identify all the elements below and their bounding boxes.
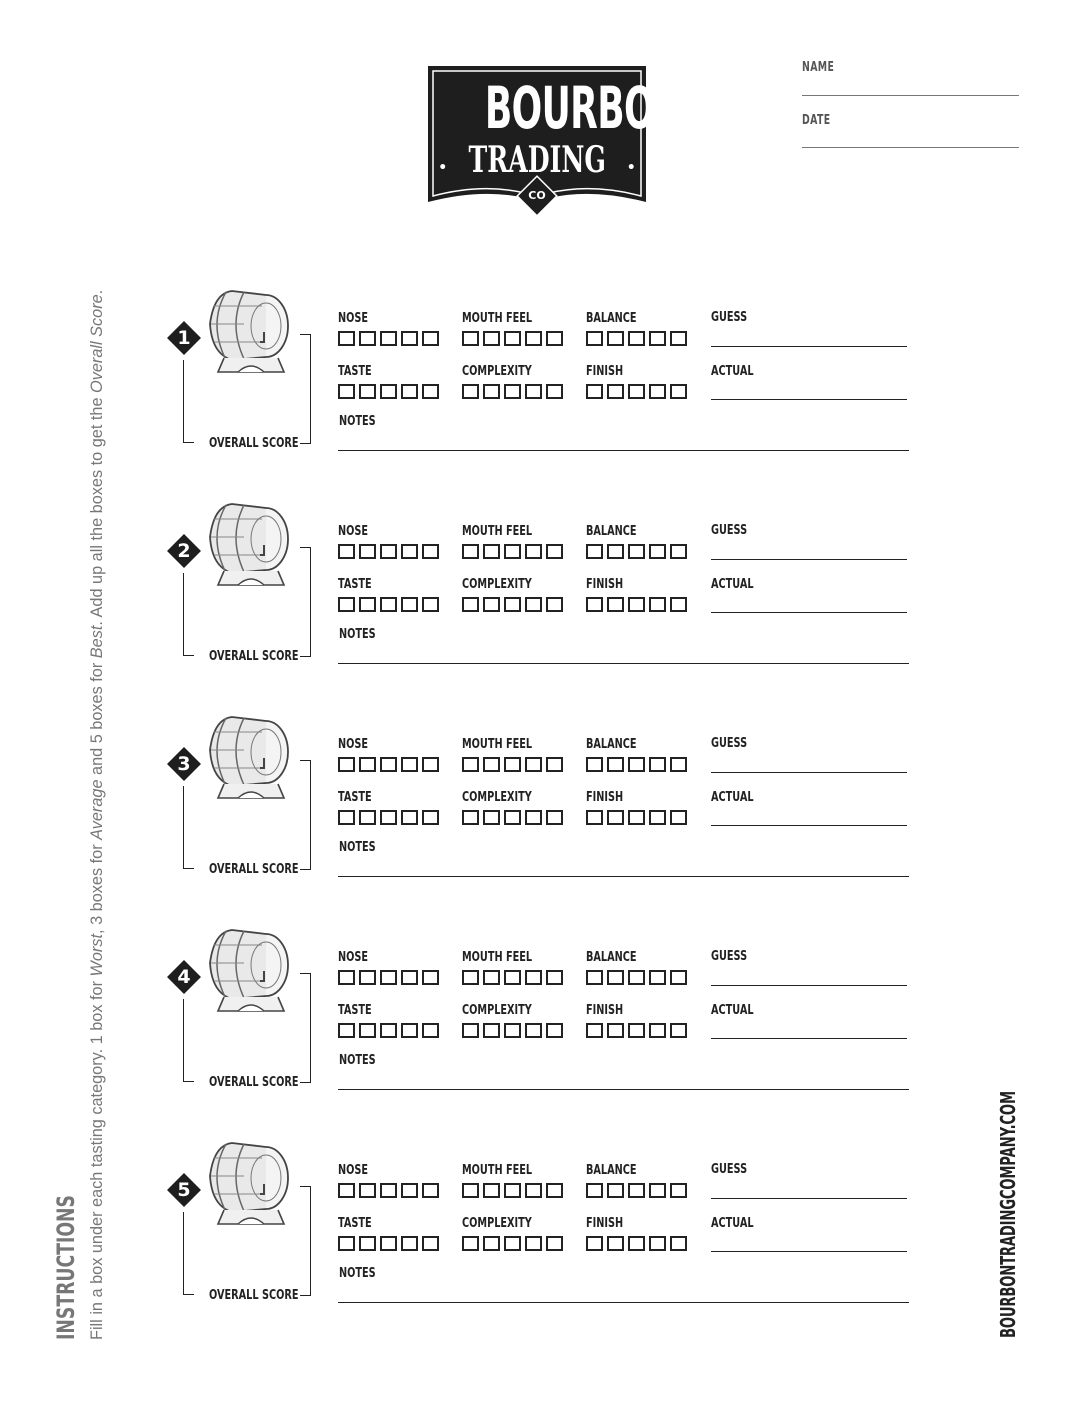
- score-box[interactable]: [504, 384, 521, 399]
- score-box[interactable]: [546, 970, 563, 985]
- score-box[interactable]: [546, 1183, 563, 1198]
- score-box[interactable]: [546, 810, 563, 825]
- taste-score-boxes: [338, 1236, 439, 1251]
- score-box[interactable]: [504, 1183, 521, 1198]
- score-box[interactable]: [359, 757, 376, 772]
- score-box[interactable]: [607, 384, 624, 399]
- overall-score-label: OVERALL SCORE: [209, 1074, 299, 1090]
- score-box[interactable]: [422, 970, 439, 985]
- taste-score-boxes: [338, 1023, 439, 1038]
- tasting-entry-1: [0, 288, 1080, 468]
- barrel-icon: [204, 501, 294, 589]
- score-box[interactable]: [607, 331, 624, 346]
- finish-score-boxes: [586, 1023, 687, 1038]
- score-box[interactable]: [586, 1023, 603, 1038]
- nose-score-boxes: [338, 970, 439, 985]
- tasting-entry-2: [0, 501, 1080, 681]
- score-box[interactable]: [483, 544, 500, 559]
- score-box[interactable]: [525, 757, 542, 772]
- barrel-illustration: [204, 501, 294, 589]
- score-box[interactable]: [546, 1236, 563, 1251]
- score-box[interactable]: [504, 597, 521, 612]
- score-box[interactable]: [586, 1236, 603, 1251]
- label-actual: ACTUAL: [711, 1002, 754, 1018]
- name-field[interactable]: [802, 95, 1019, 96]
- instructions-title: INSTRUCTIONS: [52, 1195, 80, 1340]
- score-box[interactable]: [525, 597, 542, 612]
- label-finish: FINISH: [586, 1002, 624, 1018]
- nose-score-boxes: [338, 1183, 439, 1198]
- score-box[interactable]: [422, 597, 439, 612]
- label-mouth-feel: MOUTH FEEL: [462, 736, 533, 752]
- score-box[interactable]: [649, 1236, 666, 1251]
- actual-field[interactable]: [711, 1251, 907, 1252]
- barrel-illustration: [204, 1140, 294, 1228]
- label-complexity: COMPLEXITY: [462, 1002, 532, 1018]
- score-box[interactable]: [546, 331, 563, 346]
- score-box[interactable]: [607, 1183, 624, 1198]
- label-nose: NOSE: [338, 1162, 369, 1178]
- actual-field[interactable]: [711, 825, 907, 826]
- taste-score-boxes: [338, 810, 439, 825]
- balance-score-boxes: [586, 970, 687, 985]
- score-box[interactable]: [380, 970, 397, 985]
- guess-field[interactable]: [711, 985, 907, 986]
- website-url: BOURBONTRADINGCOMPANY.COM: [996, 1091, 1020, 1338]
- score-box[interactable]: [649, 757, 666, 772]
- label-actual: ACTUAL: [711, 576, 754, 592]
- score-box[interactable]: [546, 1023, 563, 1038]
- score-box[interactable]: [586, 810, 603, 825]
- finish-score-boxes: [586, 810, 687, 825]
- score-box[interactable]: [483, 331, 500, 346]
- score-box[interactable]: [649, 1183, 666, 1198]
- score-box[interactable]: [525, 1236, 542, 1251]
- score-box[interactable]: [628, 331, 645, 346]
- score-box[interactable]: [483, 1023, 500, 1038]
- actual-field[interactable]: [711, 1038, 907, 1039]
- nose-score-boxes: [338, 544, 439, 559]
- barrel-icon: [204, 714, 294, 802]
- finish-score-boxes: [586, 384, 687, 399]
- score-box[interactable]: [380, 384, 397, 399]
- entry-number: 1: [177, 327, 191, 349]
- score-box[interactable]: [338, 1023, 355, 1038]
- score-box[interactable]: [401, 544, 418, 559]
- label-taste: TASTE: [338, 576, 372, 592]
- score-box[interactable]: [504, 970, 521, 985]
- mouth-feel-score-boxes: [462, 544, 563, 559]
- label-complexity: COMPLEXITY: [462, 576, 532, 592]
- score-box[interactable]: [649, 331, 666, 346]
- score-box[interactable]: [525, 331, 542, 346]
- score-box[interactable]: [483, 1183, 500, 1198]
- finish-score-boxes: [586, 1236, 687, 1251]
- notes-field[interactable]: [338, 1302, 909, 1303]
- label-actual: ACTUAL: [711, 789, 754, 805]
- score-box[interactable]: [380, 1023, 397, 1038]
- score-box[interactable]: [546, 384, 563, 399]
- score-box[interactable]: [359, 1023, 376, 1038]
- nose-score-boxes: [338, 331, 439, 346]
- score-box[interactable]: [628, 757, 645, 772]
- score-box[interactable]: [670, 1183, 687, 1198]
- label-notes: NOTES: [339, 413, 376, 429]
- bracket-left: [183, 999, 194, 1082]
- complexity-score-boxes: [462, 1023, 563, 1038]
- score-box[interactable]: [649, 544, 666, 559]
- score-box[interactable]: [586, 757, 603, 772]
- score-box[interactable]: [462, 331, 479, 346]
- notes-field[interactable]: [338, 1089, 909, 1090]
- label-balance: BALANCE: [586, 949, 637, 965]
- score-box[interactable]: [462, 544, 479, 559]
- score-box[interactable]: [525, 810, 542, 825]
- score-box[interactable]: [462, 597, 479, 612]
- entry-number: 3: [177, 753, 191, 775]
- score-box[interactable]: [338, 331, 355, 346]
- score-box[interactable]: [462, 970, 479, 985]
- score-box[interactable]: [628, 597, 645, 612]
- score-box[interactable]: [422, 384, 439, 399]
- score-box[interactable]: [628, 1236, 645, 1251]
- mouth-feel-score-boxes: [462, 331, 563, 346]
- taste-score-boxes: [338, 597, 439, 612]
- score-box[interactable]: [462, 1023, 479, 1038]
- finish-score-boxes: [586, 597, 687, 612]
- score-box[interactable]: [628, 810, 645, 825]
- label-balance: BALANCE: [586, 736, 637, 752]
- label-nose: NOSE: [338, 310, 369, 326]
- score-box[interactable]: [483, 1236, 500, 1251]
- score-box[interactable]: [586, 384, 603, 399]
- overall-score-label: OVERALL SCORE: [209, 1287, 299, 1303]
- balance-score-boxes: [586, 544, 687, 559]
- name-label: NAME: [802, 60, 835, 75]
- score-box[interactable]: [670, 1236, 687, 1251]
- logo-line-1: BOURBON: [484, 74, 684, 142]
- score-box[interactable]: [483, 757, 500, 772]
- date-field[interactable]: [802, 147, 1019, 148]
- score-box[interactable]: [401, 331, 418, 346]
- bracket-left: [183, 573, 194, 656]
- score-box[interactable]: [401, 384, 418, 399]
- label-mouth-feel: MOUTH FEEL: [462, 949, 533, 965]
- score-box[interactable]: [649, 1023, 666, 1038]
- score-box[interactable]: [607, 544, 624, 559]
- score-box[interactable]: [607, 1236, 624, 1251]
- score-box[interactable]: [504, 810, 521, 825]
- score-box[interactable]: [649, 384, 666, 399]
- score-box[interactable]: [525, 1023, 542, 1038]
- score-box[interactable]: [422, 810, 439, 825]
- label-taste: TASTE: [338, 1002, 372, 1018]
- label-nose: NOSE: [338, 949, 369, 965]
- instructions-text: Fill in a box under each tasting category. 1 box for Worst, 3 boxes for Average and 5 boxes for Best. Add up all the boxes to get the Overall Score.: [88, 289, 106, 1340]
- overall-score-label: OVERALL SCORE: [209, 861, 299, 877]
- score-box[interactable]: [338, 1236, 355, 1251]
- complexity-score-boxes: [462, 384, 563, 399]
- label-guess: GUESS: [711, 309, 748, 325]
- label-guess: GUESS: [711, 1161, 748, 1177]
- score-box[interactable]: [504, 1236, 521, 1251]
- score-box[interactable]: [670, 970, 687, 985]
- guess-field[interactable]: [711, 559, 907, 560]
- barrel-icon: [204, 927, 294, 1015]
- score-box[interactable]: [628, 544, 645, 559]
- score-box[interactable]: [670, 597, 687, 612]
- score-box[interactable]: [607, 597, 624, 612]
- score-box[interactable]: [586, 597, 603, 612]
- score-box[interactable]: [670, 757, 687, 772]
- score-box[interactable]: [462, 1236, 479, 1251]
- score-box[interactable]: [670, 544, 687, 559]
- score-box[interactable]: [359, 331, 376, 346]
- score-box[interactable]: [380, 597, 397, 612]
- label-balance: BALANCE: [586, 310, 637, 326]
- score-box[interactable]: [670, 1023, 687, 1038]
- score-box[interactable]: [422, 1236, 439, 1251]
- barrel-icon: [204, 288, 294, 376]
- guess-field[interactable]: [711, 1198, 907, 1199]
- nose-score-boxes: [338, 757, 439, 772]
- score-box[interactable]: [338, 757, 355, 772]
- score-box[interactable]: [462, 810, 479, 825]
- notes-field[interactable]: [338, 450, 909, 451]
- score-box[interactable]: [338, 544, 355, 559]
- score-box[interactable]: [504, 1023, 521, 1038]
- score-box[interactable]: [359, 810, 376, 825]
- date-label: DATE: [802, 113, 831, 128]
- score-box[interactable]: [380, 757, 397, 772]
- score-box[interactable]: [380, 1183, 397, 1198]
- label-notes: NOTES: [339, 1052, 376, 1068]
- label-nose: NOSE: [338, 523, 369, 539]
- score-box[interactable]: [607, 970, 624, 985]
- score-box[interactable]: [401, 1183, 418, 1198]
- label-complexity: COMPLEXITY: [462, 1215, 532, 1231]
- bracket-right: [300, 973, 311, 1083]
- complexity-score-boxes: [462, 597, 563, 612]
- mouth-feel-score-boxes: [462, 970, 563, 985]
- bracket-right: [300, 547, 311, 657]
- label-guess: GUESS: [711, 735, 748, 751]
- score-box[interactable]: [628, 384, 645, 399]
- tasting-entry-4: [0, 927, 1080, 1107]
- label-mouth-feel: MOUTH FEEL: [462, 310, 533, 326]
- tasting-entry-3: [0, 714, 1080, 894]
- label-finish: FINISH: [586, 1215, 624, 1231]
- entry-number: 4: [177, 966, 191, 988]
- score-box[interactable]: [338, 384, 355, 399]
- score-box[interactable]: [359, 597, 376, 612]
- score-box[interactable]: [670, 810, 687, 825]
- bracket-left: [183, 1212, 194, 1295]
- label-nose: NOSE: [338, 736, 369, 752]
- score-box[interactable]: [607, 757, 624, 772]
- score-box[interactable]: [483, 970, 500, 985]
- score-box[interactable]: [422, 757, 439, 772]
- label-actual: ACTUAL: [711, 363, 754, 379]
- label-taste: TASTE: [338, 1215, 372, 1231]
- label-finish: FINISH: [586, 576, 624, 592]
- score-box[interactable]: [338, 597, 355, 612]
- score-box[interactable]: [338, 810, 355, 825]
- score-box[interactable]: [422, 1183, 439, 1198]
- score-box[interactable]: [586, 331, 603, 346]
- score-box[interactable]: [504, 331, 521, 346]
- score-box[interactable]: [586, 970, 603, 985]
- score-box[interactable]: [586, 1183, 603, 1198]
- score-box[interactable]: [401, 970, 418, 985]
- mouth-feel-score-boxes: [462, 1183, 563, 1198]
- score-box[interactable]: [483, 597, 500, 612]
- bracket-left: [183, 786, 194, 869]
- score-box[interactable]: [546, 757, 563, 772]
- taste-score-boxes: [338, 384, 439, 399]
- label-balance: BALANCE: [586, 523, 637, 539]
- score-box[interactable]: [401, 1023, 418, 1038]
- score-box[interactable]: [649, 597, 666, 612]
- score-box[interactable]: [359, 1183, 376, 1198]
- score-box[interactable]: [401, 597, 418, 612]
- complexity-score-boxes: [462, 810, 563, 825]
- label-taste: TASTE: [338, 789, 372, 805]
- score-box[interactable]: [462, 1183, 479, 1198]
- score-box[interactable]: [504, 544, 521, 559]
- logo-line-2: • TRADING •: [438, 139, 636, 181]
- label-finish: FINISH: [586, 789, 624, 805]
- score-box[interactable]: [586, 544, 603, 559]
- actual-field[interactable]: [711, 612, 907, 613]
- score-box[interactable]: [422, 1023, 439, 1038]
- score-box[interactable]: [359, 970, 376, 985]
- score-box[interactable]: [422, 544, 439, 559]
- score-box[interactable]: [483, 810, 500, 825]
- logo-co-badge: CO: [528, 189, 546, 202]
- overall-score-label: OVERALL SCORE: [209, 435, 299, 451]
- guess-field[interactable]: [711, 772, 907, 773]
- label-mouth-feel: MOUTH FEEL: [462, 1162, 533, 1178]
- label-actual: ACTUAL: [711, 1215, 754, 1231]
- score-box[interactable]: [628, 1183, 645, 1198]
- bourbon-trading-logo: [424, 62, 684, 216]
- barrel-icon: [204, 1140, 294, 1228]
- notes-field[interactable]: [338, 876, 909, 877]
- score-box[interactable]: [380, 331, 397, 346]
- label-complexity: COMPLEXITY: [462, 789, 532, 805]
- notes-field[interactable]: [338, 663, 909, 664]
- score-box[interactable]: [359, 384, 376, 399]
- entry-number: 2: [177, 540, 191, 562]
- score-box[interactable]: [607, 1023, 624, 1038]
- barrel-illustration: [204, 714, 294, 802]
- guess-field[interactable]: [711, 346, 907, 347]
- score-box[interactable]: [401, 757, 418, 772]
- score-box[interactable]: [462, 757, 479, 772]
- score-box[interactable]: [338, 1183, 355, 1198]
- label-complexity: COMPLEXITY: [462, 363, 532, 379]
- score-box[interactable]: [483, 384, 500, 399]
- score-box[interactable]: [401, 810, 418, 825]
- score-box[interactable]: [546, 597, 563, 612]
- score-box[interactable]: [338, 970, 355, 985]
- label-notes: NOTES: [339, 626, 376, 642]
- score-box[interactable]: [380, 1236, 397, 1251]
- label-notes: NOTES: [339, 839, 376, 855]
- score-box[interactable]: [504, 757, 521, 772]
- mouth-feel-score-boxes: [462, 757, 563, 772]
- bracket-right: [300, 1186, 311, 1296]
- label-finish: FINISH: [586, 363, 624, 379]
- balance-score-boxes: [586, 1183, 687, 1198]
- entry-number: 5: [177, 1179, 191, 1201]
- score-box[interactable]: [380, 810, 397, 825]
- label-guess: GUESS: [711, 948, 748, 964]
- score-box[interactable]: [525, 544, 542, 559]
- score-box[interactable]: [525, 970, 542, 985]
- score-box[interactable]: [525, 1183, 542, 1198]
- bracket-right: [300, 760, 311, 870]
- score-box[interactable]: [607, 810, 624, 825]
- label-balance: BALANCE: [586, 1162, 637, 1178]
- score-box[interactable]: [401, 1236, 418, 1251]
- label-guess: GUESS: [711, 522, 748, 538]
- label-taste: TASTE: [338, 363, 372, 379]
- bracket-right: [300, 334, 311, 444]
- actual-field[interactable]: [711, 399, 907, 400]
- balance-score-boxes: [586, 757, 687, 772]
- score-box[interactable]: [422, 331, 439, 346]
- barrel-illustration: [204, 927, 294, 1015]
- score-box[interactable]: [359, 544, 376, 559]
- bracket-left: [183, 360, 194, 443]
- score-box[interactable]: [462, 384, 479, 399]
- label-mouth-feel: MOUTH FEEL: [462, 523, 533, 539]
- label-notes: NOTES: [339, 1265, 376, 1281]
- score-box[interactable]: [649, 970, 666, 985]
- score-box[interactable]: [380, 544, 397, 559]
- balance-score-boxes: [586, 331, 687, 346]
- score-box[interactable]: [525, 384, 542, 399]
- complexity-score-boxes: [462, 1236, 563, 1251]
- score-box[interactable]: [670, 331, 687, 346]
- barrel-illustration: [204, 288, 294, 376]
- score-box[interactable]: [359, 1236, 376, 1251]
- score-box[interactable]: [546, 544, 563, 559]
- score-box[interactable]: [670, 384, 687, 399]
- score-box[interactable]: [628, 970, 645, 985]
- overall-score-label: OVERALL SCORE: [209, 648, 299, 664]
- tasting-entry-5: [0, 1140, 1080, 1320]
- score-box[interactable]: [649, 810, 666, 825]
- score-box[interactable]: [628, 1023, 645, 1038]
